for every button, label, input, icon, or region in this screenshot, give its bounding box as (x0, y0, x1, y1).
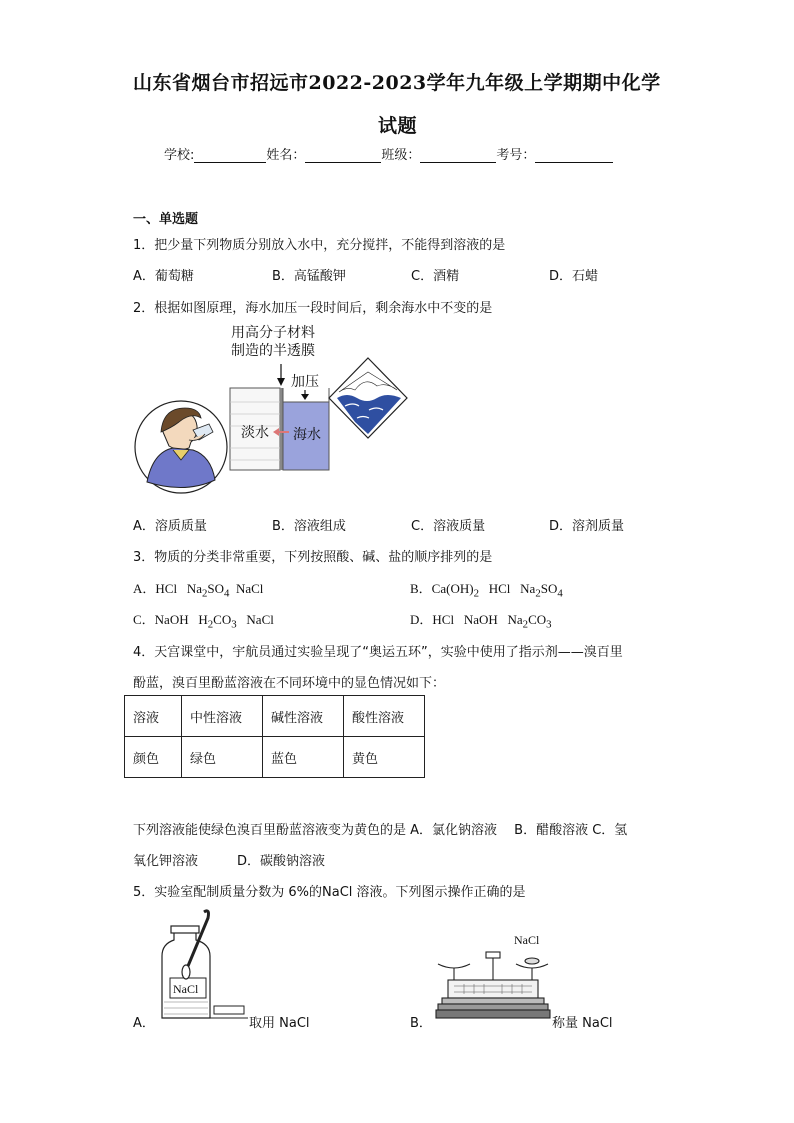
q3-option-b[interactable]: B．$Ca(OH)_2$ HCl $Na_2SO_4$ (410, 581, 563, 600)
table-row (125, 737, 425, 778)
q2-option-d[interactable]: D．溶剂质量 (549, 519, 625, 534)
q1-option-c[interactable]: C．酒精 (411, 269, 460, 284)
q4-stem-line2: 酚蓝，溴百里酚蓝溶液在不同环境中的显色情况如下： (133, 676, 446, 691)
membrane-label-line2: 制造的半透膜 (231, 343, 315, 359)
sea-water-label: 海水 (293, 427, 321, 443)
q3-stem: 3．物质的分类非常重要，下列按照酸、碱、盐的顺序排列的是 (133, 550, 493, 565)
class-blank[interactable] (420, 148, 496, 163)
q4-stem-line1: 4．天宫课堂中，宇航员通过实验呈现了“奥运五环”，实验中使用了指示剂——溴百里 (133, 645, 623, 660)
table-cell: 颜色 (125, 737, 182, 778)
q2-option-c[interactable]: C．溶液质量 (411, 519, 486, 534)
balance-scale-icon (436, 952, 550, 1018)
pressure-label: 加压 (291, 374, 319, 390)
table-cell: 碱性溶液 (263, 696, 344, 737)
q4-question-line1: 下列溶液能使绿色溴百里酚蓝溶液变为黄色的是 A．氯化钠溶液 B．醋酸溶液 C．氢 (133, 823, 628, 838)
table-cell: 中性溶液 (182, 696, 263, 737)
membrane-label-line1: 用高分子材料 (231, 325, 315, 341)
table-cell: 溶液 (125, 696, 182, 737)
q1-option-d[interactable]: D．石蜡 (549, 269, 599, 284)
table-cell: 蓝色 (263, 737, 344, 778)
q5-option-b-label[interactable]: B． (410, 1016, 432, 1031)
q5-option-a-caption: 取用 NaCl (249, 1016, 310, 1031)
fresh-water-label: 淡水 (241, 425, 269, 441)
table-cell: 黄色 (344, 737, 425, 778)
q3-option-c[interactable]: C．NaOH $H_2CO_3$ NaCl (133, 612, 274, 631)
table-row (125, 696, 425, 737)
membrane-arrow-icon (277, 378, 285, 386)
number-label: 考号： (496, 148, 536, 163)
q4-question-line2: 氧化钾溶液 D．碳酸钠溶液 (133, 854, 326, 869)
q2-figure-osmosis (133, 322, 418, 504)
paper-title-line2: 试题 (378, 115, 418, 137)
q5-option-b-caption: 称量 NaCl (552, 1016, 613, 1031)
q1-option-b[interactable]: B．高锰酸钾 (272, 269, 346, 284)
paper-title-line1: 山东省烟台市招远市2022-2023学年九年级上学期期中化学 (133, 72, 661, 94)
class-label: 班级： (381, 148, 421, 163)
q3-option-d[interactable]: D．HCl NaOH $Na_2CO_3$ (410, 612, 552, 631)
q5-stem: 5．实验室配制质量分数为 6%的NaCl 溶液。下列图示操作正确的是 (133, 885, 526, 900)
jar-label-text: NaCl (173, 982, 199, 996)
jar-stopper-icon (208, 1006, 248, 1018)
q2-option-a[interactable]: A．溶质质量 (133, 519, 207, 534)
q3-option-a[interactable]: A．HCl $Na_2SO_4$ NaCl (133, 581, 264, 600)
indicator-color-table (124, 695, 425, 778)
q5-figure-weigh-nacl (434, 930, 552, 1025)
q5-figure-take-nacl (158, 908, 250, 1026)
table-cell: 绿色 (182, 737, 263, 778)
seawater-diamond-icon (329, 358, 407, 438)
school-blank[interactable] (194, 148, 266, 163)
section-heading: 一、单选题 (133, 212, 199, 227)
pressure-arrow-icon (301, 394, 309, 400)
name-label: 姓名： (266, 148, 306, 163)
pan-label-text: NaCl (514, 933, 540, 947)
q1-option-a[interactable]: A．葡萄糖 (133, 269, 194, 284)
q1-stem: 1．把少量下列物质分别放入水中，充分搅拌，不能得到溶液的是 (133, 238, 506, 253)
number-blank[interactable] (535, 148, 613, 163)
table-cell: 酸性溶液 (344, 696, 425, 737)
name-blank[interactable] (305, 148, 381, 163)
q2-stem: 2．根据如图原理，海水加压一段时间后，剩余海水中不变的是 (133, 301, 493, 316)
q2-option-b[interactable]: B．溶液组成 (272, 519, 346, 534)
q5-option-a-label[interactable]: A． (133, 1016, 155, 1031)
student-info-row (164, 144, 613, 163)
school-label: 学校: (164, 148, 195, 163)
